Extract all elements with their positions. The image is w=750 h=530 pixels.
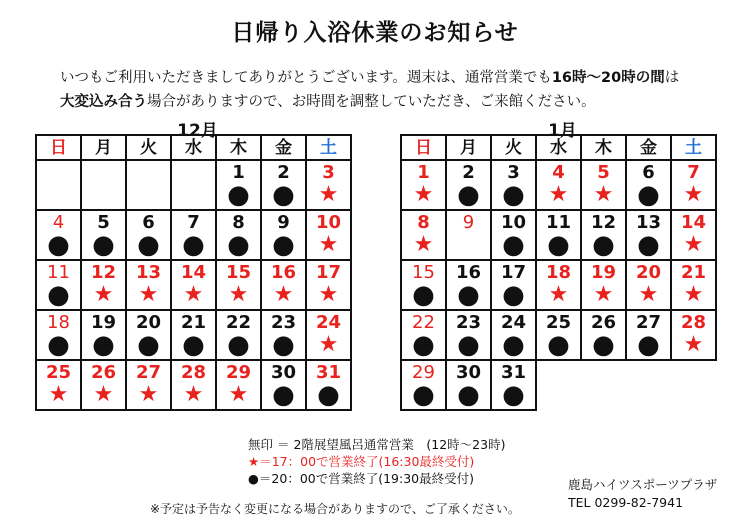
weekday-header: 金 (261, 135, 306, 160)
star-mark-icon: ★ (413, 232, 434, 257)
star-mark-icon: ★ (593, 182, 614, 207)
dot-mark-icon: ● (227, 230, 250, 260)
dot-mark-icon: ● (502, 330, 525, 360)
dot-mark-icon: ● (47, 230, 70, 260)
legend-none: 無印 ＝ 2階展望風呂通常営業 (12時〜23時) (248, 437, 506, 452)
dot-mark-icon: ● (317, 380, 340, 410)
calendar-day-cell (446, 160, 491, 210)
day-number: 3 (507, 162, 520, 183)
calendar-day-cell (126, 260, 171, 310)
day-number: 7 (687, 162, 700, 183)
calendar-day-cell (216, 360, 261, 410)
day-number: 6 (142, 212, 155, 233)
legend-star: ★＝17：00で営業終了(16:30最終受付) (248, 454, 475, 469)
intro-highlight-crowded: 大変込み合う (60, 94, 147, 110)
dot-mark-icon: ● (272, 330, 295, 360)
day-number: 8 (417, 212, 430, 233)
calendar-day-cell (581, 310, 626, 360)
calendar-day-cell (306, 260, 351, 310)
calendar-week-row (401, 210, 716, 260)
calendar-week-row (36, 310, 351, 360)
star-mark-icon: ★ (318, 282, 339, 307)
dot-mark-icon: ● (272, 180, 295, 210)
calendar-day-cell (401, 160, 446, 210)
dot-mark-icon: ● (502, 280, 525, 310)
star-mark-icon: ★ (593, 282, 614, 307)
calendar-day-cell (261, 210, 306, 260)
calendar-day-cell (626, 210, 671, 260)
calendar-day-cell (491, 360, 536, 410)
calendar-day-cell (536, 310, 581, 360)
dot-mark-icon: ● (637, 180, 660, 210)
calendar-day-cell (216, 160, 261, 210)
contact-info (568, 476, 717, 512)
calendar-day-cell (81, 310, 126, 360)
day-number: 10 (315, 212, 342, 233)
star-mark-icon: ★ (548, 282, 569, 307)
star-mark-icon: ★ (413, 182, 434, 207)
intro-text-2b: 場合がありますので、お時間を調整していただき、ご来館ください。 (147, 94, 596, 110)
weekday-header: 金 (626, 135, 671, 160)
calendar-week-row (36, 360, 351, 410)
dot-mark-icon: ● (47, 280, 70, 310)
intro-line-1 (60, 66, 720, 90)
dot-mark-icon: ● (547, 230, 570, 260)
calendar-day-cell (36, 310, 81, 360)
day-number: 24 (315, 312, 342, 333)
dot-mark-icon: ● (272, 230, 295, 260)
day-number: 2 (277, 162, 290, 183)
day-number: 27 (635, 312, 662, 333)
calendar-day-cell (671, 160, 716, 210)
day-number: 12 (590, 212, 617, 233)
dot-mark-icon: ● (47, 330, 70, 360)
star-mark-icon: ★ (683, 282, 704, 307)
day-number: 18 (545, 262, 572, 283)
star-mark-icon: ★ (683, 182, 704, 207)
day-number: 1 (232, 162, 245, 183)
calendar-day-cell (626, 160, 671, 210)
day-number: 11 (47, 262, 70, 283)
calendar-day-cell (306, 360, 351, 410)
day-number: 21 (680, 262, 707, 283)
calendar-day-cell (216, 260, 261, 310)
calendar-day-cell (306, 310, 351, 360)
dot-mark-icon: ● (637, 230, 660, 260)
weekday-header: 木 (581, 135, 626, 160)
calendar-week-row (36, 160, 351, 210)
star-mark-icon: ★ (683, 332, 704, 357)
calendar-day-cell (171, 360, 216, 410)
calendar-day-cell (81, 260, 126, 310)
day-number: 13 (635, 212, 662, 233)
calendar-day-cell (171, 310, 216, 360)
star-mark-icon: ★ (683, 232, 704, 257)
star-mark-icon: ★ (228, 382, 249, 407)
weekday-header: 日 (36, 135, 81, 160)
calendar-day-cell (36, 260, 81, 310)
calendar-grid (35, 134, 352, 411)
calendar-day-cell (126, 210, 171, 260)
calendar-day-cell (126, 160, 171, 210)
calendar-week-row (36, 210, 351, 260)
dot-mark-icon: ● (502, 180, 525, 210)
day-number: 19 (90, 312, 117, 333)
day-number: 30 (270, 362, 297, 383)
day-number: 17 (315, 262, 342, 283)
day-number: 13 (135, 262, 162, 283)
calendar-day-cell (401, 310, 446, 360)
day-number: 2 (462, 162, 475, 183)
star-mark-icon: ★ (183, 382, 204, 407)
weekday-header: 日 (401, 135, 446, 160)
facility-tel: TEL 0299-82-7941 (568, 495, 684, 510)
footnote: ※予定は予告なく変更になる場合がありますので、ご了承ください。 (150, 502, 520, 516)
calendar-day-cell (306, 210, 351, 260)
dot-mark-icon: ● (592, 330, 615, 360)
star-mark-icon: ★ (183, 282, 204, 307)
calendar-day-cell (261, 160, 306, 210)
calendar-day-cell (261, 260, 306, 310)
calendar-week-row (401, 160, 716, 210)
day-number: 31 (315, 362, 342, 383)
dot-mark-icon: ● (412, 380, 435, 410)
day-number: 20 (135, 312, 162, 333)
calendar-day-cell (401, 360, 446, 410)
weekday-header: 土 (671, 135, 716, 160)
calendar-day-cell (581, 210, 626, 260)
calendar-day-cell (171, 160, 216, 210)
calendar-day-cell (536, 160, 581, 210)
day-number: 16 (455, 262, 482, 283)
calendar-week-row (401, 310, 716, 360)
dot-mark-icon: ● (547, 330, 570, 360)
star-mark-icon: ★ (318, 182, 339, 207)
day-number: 5 (597, 162, 610, 183)
weekday-header: 水 (171, 135, 216, 160)
day-number: 4 (52, 212, 65, 233)
calendar-day-cell (306, 160, 351, 210)
day-number: 17 (500, 262, 527, 283)
calendar-day-cell (446, 310, 491, 360)
calendar-day-cell (671, 260, 716, 310)
star-mark-icon: ★ (138, 282, 159, 307)
calendar-day-cell (81, 360, 126, 410)
day-number: 14 (680, 212, 707, 233)
dot-mark-icon: ● (92, 330, 115, 360)
day-number: 23 (455, 312, 482, 333)
calendar-day-cell (626, 310, 671, 360)
day-number: 5 (97, 212, 110, 233)
calendar-day-cell (171, 260, 216, 310)
dot-mark-icon: ● (412, 280, 435, 310)
day-number: 25 (45, 362, 72, 383)
day-number: 11 (545, 212, 572, 233)
calendar-day-cell (36, 160, 81, 210)
star-mark-icon: ★ (48, 382, 69, 407)
day-number: 7 (187, 212, 200, 233)
calendar-day-cell (626, 260, 671, 310)
day-number: 9 (277, 212, 290, 233)
day-number: 29 (412, 362, 435, 383)
calendar-month-title: 12月 (177, 121, 218, 141)
calendar-month-title: 1月 (548, 121, 577, 141)
star-mark-icon: ★ (228, 282, 249, 307)
page-title: 日帰り入浴休業のお知らせ (231, 20, 519, 46)
calendar-day-cell (671, 310, 716, 360)
dot-mark-icon: ● (227, 330, 250, 360)
weekday-header: 月 (81, 135, 126, 160)
weekday-header: 水 (536, 135, 581, 160)
day-number: 26 (90, 362, 117, 383)
day-number: 12 (90, 262, 117, 283)
dot-mark-icon: ● (457, 330, 480, 360)
star-mark-icon: ★ (548, 182, 569, 207)
calendar-day-cell (446, 360, 491, 410)
day-number: 29 (225, 362, 252, 383)
day-number: 27 (135, 362, 162, 383)
day-number: 15 (225, 262, 252, 283)
calendar-day-cell (401, 210, 446, 260)
star-mark-icon: ★ (93, 282, 114, 307)
intro-text (60, 66, 720, 114)
calendar-day-cell (446, 210, 491, 260)
star-mark-icon: ★ (273, 282, 294, 307)
intro-line-2 (60, 90, 720, 114)
star-mark-icon: ★ (638, 282, 659, 307)
calendar-day-cell (446, 260, 491, 310)
calendar-day-cell (401, 260, 446, 310)
calendar-day-cell (536, 210, 581, 260)
dot-mark-icon: ● (412, 330, 435, 360)
calendar-day-cell (36, 210, 81, 260)
dot-mark-icon: ● (637, 330, 660, 360)
dot-mark-icon: ● (227, 180, 250, 210)
calendar-day-cell (81, 160, 126, 210)
dot-mark-icon: ● (137, 330, 160, 360)
calendar-day-cell (216, 210, 261, 260)
dot-mark-icon: ● (92, 230, 115, 260)
day-number: 1 (417, 162, 430, 183)
calendar-day-cell (491, 310, 536, 360)
calendar-day-cell (171, 210, 216, 260)
facility-name: 鹿島ハイツスポーツプラザ (568, 477, 718, 492)
weekday-header: 土 (306, 135, 351, 160)
day-number: 4 (552, 162, 565, 183)
day-number: 3 (322, 162, 335, 183)
dot-mark-icon: ● (182, 330, 205, 360)
calendar-day-cell (671, 360, 716, 410)
day-number: 16 (270, 262, 297, 283)
star-mark-icon: ★ (318, 232, 339, 257)
dot-mark-icon: ● (502, 380, 525, 410)
dot-mark-icon: ● (272, 380, 295, 410)
calendar-day-cell (491, 210, 536, 260)
calendar-week-row (401, 360, 716, 410)
legend (248, 436, 505, 487)
legend-dot: ●＝20：00で営業終了(19:30最終受付) (248, 471, 474, 486)
calendar-day-cell (491, 160, 536, 210)
weekday-header: 木 (216, 135, 261, 160)
day-number: 21 (180, 312, 207, 333)
day-number: 22 (412, 312, 435, 333)
calendar-day-cell (126, 360, 171, 410)
day-number: 8 (232, 212, 245, 233)
intro-text-1c: は (664, 70, 680, 86)
day-number: 26 (590, 312, 617, 333)
day-number: 23 (270, 312, 297, 333)
day-number: 22 (225, 312, 252, 333)
calendar-day-cell (126, 310, 171, 360)
day-number: 14 (180, 262, 207, 283)
star-mark-icon: ★ (93, 382, 114, 407)
intro-text-1a: いつもご利用いただきましてありがとうございます。週末は、通常営業でも (60, 70, 552, 86)
dot-mark-icon: ● (592, 230, 615, 260)
star-mark-icon: ★ (138, 382, 159, 407)
dot-mark-icon: ● (137, 230, 160, 260)
day-number: 31 (500, 362, 527, 383)
day-number: 28 (180, 362, 207, 383)
calendar-day-cell (36, 360, 81, 410)
calendar-day-cell (626, 360, 671, 410)
calendar-day-cell (261, 360, 306, 410)
day-number: 18 (47, 312, 70, 333)
calendar-day-cell (581, 360, 626, 410)
calendar-day-cell (536, 360, 581, 410)
weekday-header: 月 (446, 135, 491, 160)
calendar-day-cell (536, 260, 581, 310)
dot-mark-icon: ● (182, 230, 205, 260)
day-number: 24 (500, 312, 527, 333)
calendar-day-cell (581, 260, 626, 310)
day-number: 6 (642, 162, 655, 183)
calendar-week-row (36, 260, 351, 310)
dot-mark-icon: ● (457, 380, 480, 410)
dot-mark-icon: ● (457, 180, 480, 210)
dot-mark-icon: ● (502, 230, 525, 260)
day-number: 30 (455, 362, 482, 383)
day-number: 9 (462, 212, 475, 233)
calendar-day-cell (81, 210, 126, 260)
calendar-day-cell (491, 260, 536, 310)
calendar-day-cell (261, 310, 306, 360)
star-mark-icon: ★ (318, 332, 339, 357)
calendar-grid (400, 134, 717, 411)
intro-highlight-hours: 16時〜20時の間 (551, 70, 665, 86)
day-number: 28 (680, 312, 707, 333)
weekday-header: 火 (491, 135, 536, 160)
calendar-week-row (401, 260, 716, 310)
day-number: 25 (545, 312, 572, 333)
calendar-day-cell (216, 310, 261, 360)
calendar-day-cell (581, 160, 626, 210)
day-number: 10 (500, 212, 527, 233)
dot-mark-icon: ● (457, 280, 480, 310)
day-number: 19 (590, 262, 617, 283)
day-number: 20 (635, 262, 662, 283)
day-number: 15 (412, 262, 435, 283)
weekday-header: 火 (126, 135, 171, 160)
calendar-day-cell (671, 210, 716, 260)
